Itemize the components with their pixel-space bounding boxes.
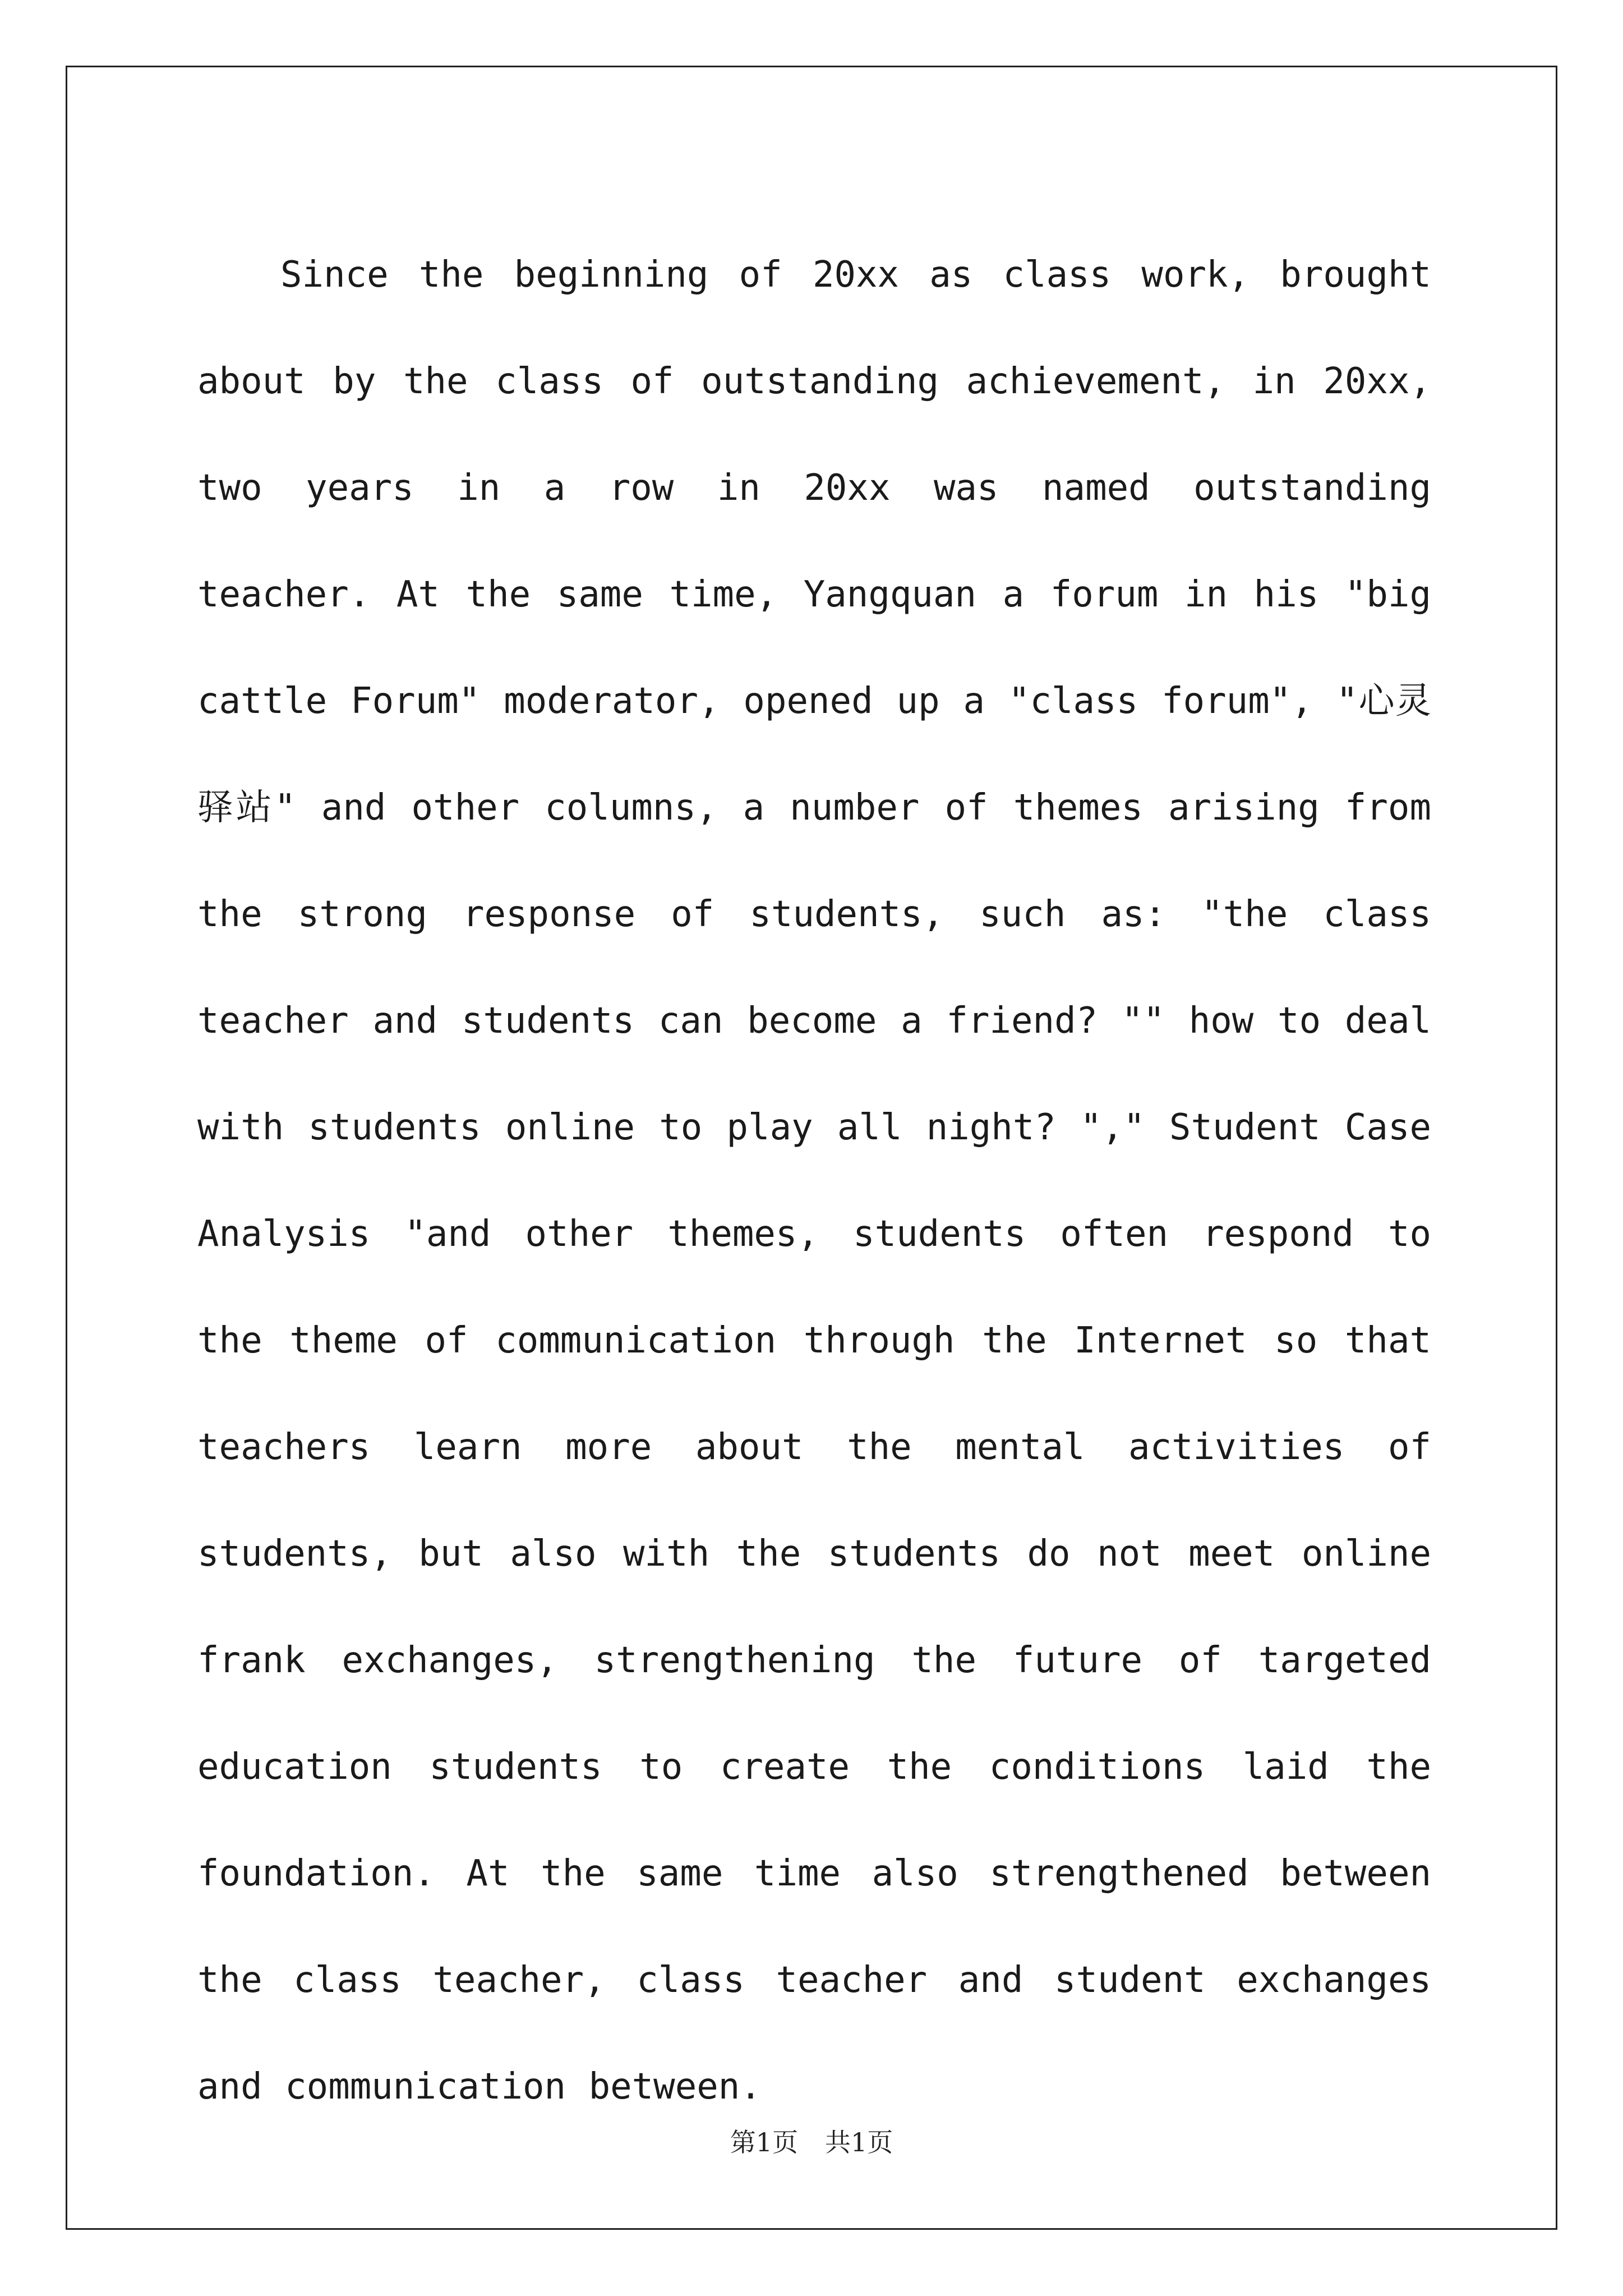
body-paragraph: Since the beginning of 20xx as class work, brought about by the class of outstanding achievement, in 20xx, two years in a row in 20xx was named outstanding teacher. At the same time, Yangquan a forum in his "big cattle Forum" moderator, opened up a "class forum", "心灵驿站" and other columns, a number of themes arising from the strong response of students, such as: "the class teacher and students can become a friend? "" how to deal with students online to play all night? "," Student Case Analysis "and other themes, students often respond to the theme of communication through the Internet so that teachers learn more about the mental activities of students, but also with the students do not meet online frank exchanges, strengthening the future of targeted education students to create the conditions laid the foundation. At the same time also strengthened between the class teacher, class teacher and student exchanges and communication between. (197, 254, 1431, 2108)
page-number: 第1页 (730, 2127, 798, 2157)
page-total: 共1页 (825, 2127, 893, 2157)
page-footer (0, 2122, 1623, 2159)
